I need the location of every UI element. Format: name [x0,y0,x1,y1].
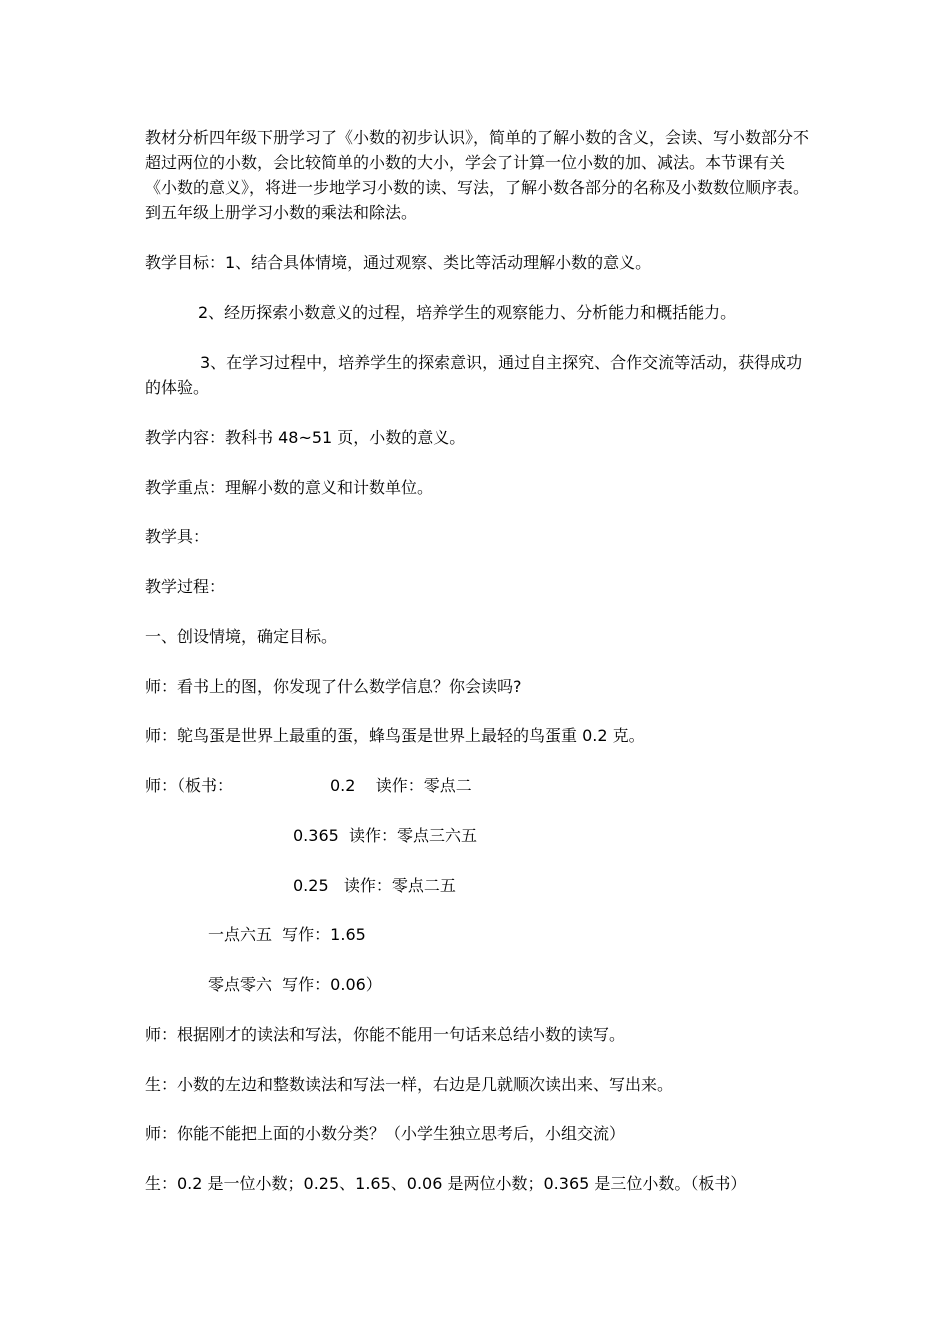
teacher-line-4: 师：你能不能把上面的小数分类？（小学生独立思考后，小组交流） [145,1124,626,1143]
board-line-1: 0.2 读作：零点二 [330,776,472,795]
teaching-goal-3: 3、在学习过程中，培养学生的探索意识，通过自主探究、合作交流等活动，获得成功的体验。 [145,353,803,397]
student-line-1: 生：小数的左边和整数读法和写法一样，右边是几就顺次读出来、写出来。 [145,1075,674,1094]
board-line-2: 0.365 读作：零点三六五 [293,826,477,845]
teaching-content: 教学内容：教科书 48~51 页，小数的意义。 [145,428,466,447]
board-prefix: 师：（板书： [145,776,234,795]
board-line-5: 零点零六 写作：0.06） [208,975,382,994]
teacher-line-3: 师：根据刚才的读法和写法，你能不能用一句话来总结小数的读写。 [145,1025,626,1044]
teacher-line-1: 师：看书上的图，你发现了什么数学信息？你会读吗? [145,677,522,696]
teaching-tools: 教学具： [145,527,210,546]
teacher-line-2: 师：鸵鸟蛋是世界上最重的蛋，蜂鸟蛋是世界上最轻的鸟蛋重 0.2 克。 [145,726,645,745]
textbook-analysis-paragraph: 教材分析四年级下册学习了《小数的初步认识》，简单的了解小数的含义，会读、写小数部分不超过两位的小数，会比较简单的小数的大小，学会了计算一位小数的加、减法。本节课有关《小数的意义》，将进一步地学习小数的读、写法，了解小数各部分的名称及小数数位顺序表。到五年级上册学习小数的乘法和除法。 [145,128,810,222]
teaching-goal-2: 2、经历探索小数意义的过程，培养学生的观察能力、分析能力和概括能力。 [198,303,737,322]
board-line-3: 0.25 读作：零点二五 [293,876,456,895]
step-1-heading: 一、创设情境，确定目标。 [145,627,338,646]
teaching-process-heading: 教学过程： [145,577,226,596]
student-line-2: 生：0.2 是一位小数；0.25、1.65、0.06 是两位小数；0.365 是三位小数。（板书） [145,1174,747,1193]
teaching-key-point: 教学重点：理解小数的意义和计数单位。 [145,478,434,497]
teaching-goal-1: 教学目标：1、结合具体情境，通过观察、类比等活动理解小数的意义。 [145,253,652,272]
board-line-4: 一点六五 写作：1.65 [208,925,366,944]
